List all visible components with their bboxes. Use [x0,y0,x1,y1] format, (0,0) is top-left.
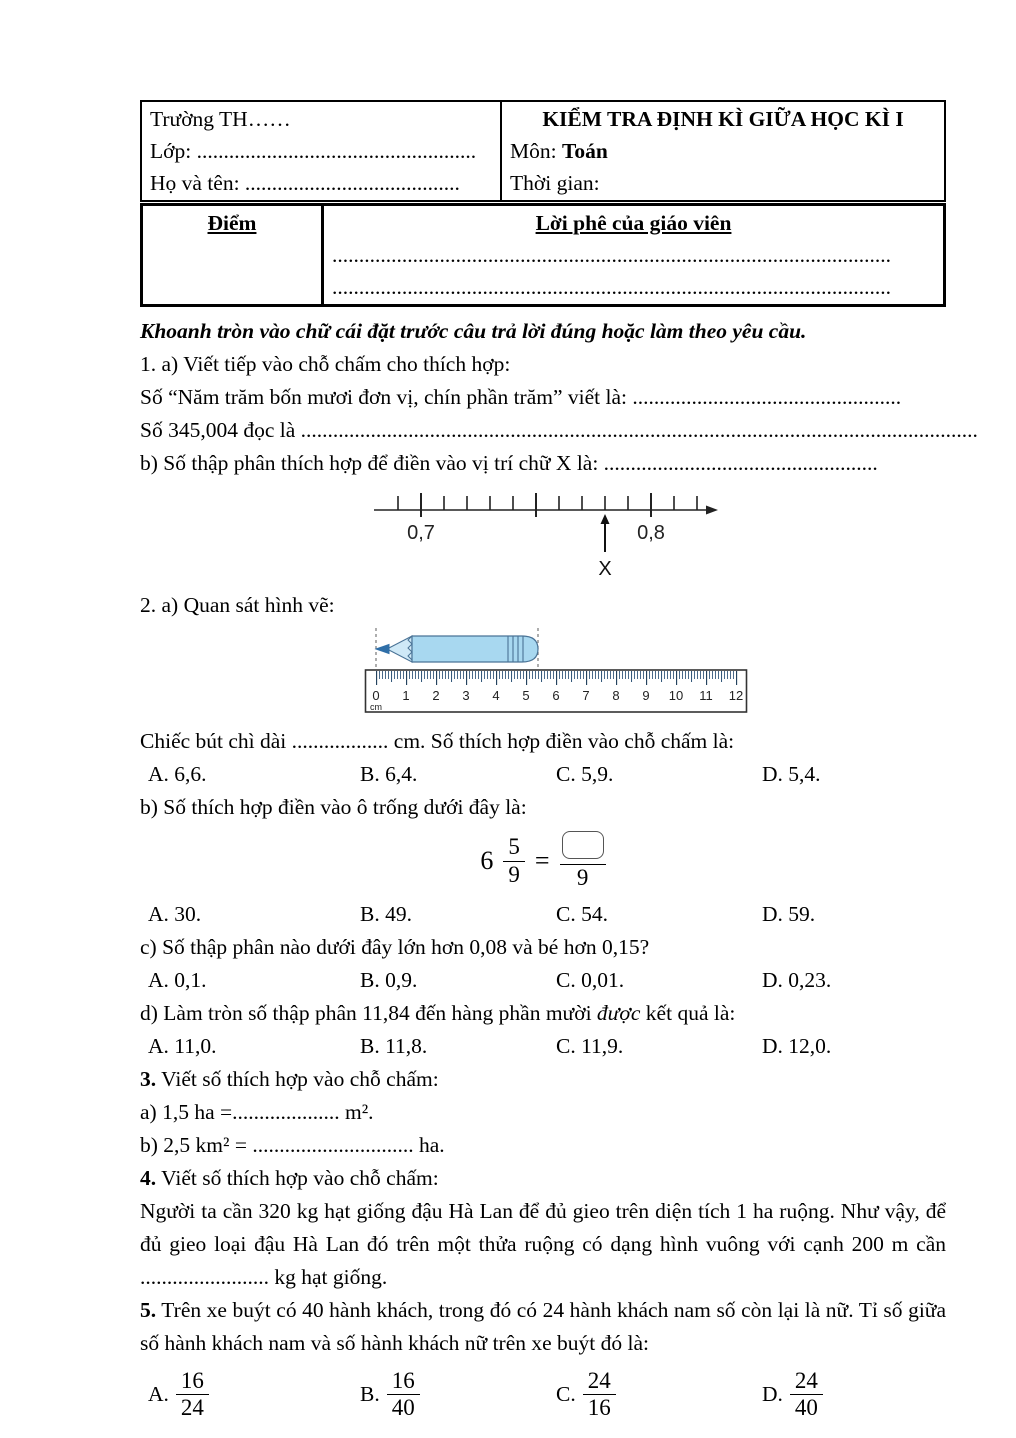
q2d-options [140,1030,946,1063]
option: D. 5,4. [762,762,821,786]
subject-line [510,135,936,167]
exam-info-cell [501,101,945,201]
result-fraction [560,831,606,891]
option: A. 11,0. [148,1034,217,1058]
fraction-numerator: 24 [790,1368,823,1395]
option: C. 11,9. [556,1034,624,1058]
equals-sign: = [534,846,550,875]
option: A. 6,6. [148,762,207,786]
numberline-arrowhead [706,506,718,515]
ruler-unit-label: cm [370,702,382,712]
q4-intro [140,1162,946,1195]
exam-instruction: Khoanh tròn vào chữ cái đặt trước câu trả lời đúng hoặc làm theo yêu cầu. [140,319,807,343]
q5-options [140,1368,946,1422]
fraction-numerator: 16 [387,1368,420,1395]
q4-body: Người ta cần 320 kg hạt giống đậu Hà Lan để đủ gieo trên diện tích 1 ha ruộng. Như vậy, để đủ gieo loại đậu Hà Lan đó trên một thửa ruộng có dạng hình vuông với cạnh 200 m cần ........................ kg hạt giống. [140,1199,946,1289]
name-line: Họ và tên: ........................................ [150,171,460,195]
option-letter: B. [360,1382,380,1407]
fraction [387,1368,420,1422]
numberline-end-label: 0,8 [637,522,665,544]
ruler-number: 8 [612,688,620,703]
option-fraction [556,1368,762,1422]
q3-intro-text: Viết số thích hợp vào chỗ chấm: [156,1067,439,1091]
score-label: Điểm [207,211,257,235]
q2-intro: 2. a) Quan sát hình vẽ: [140,593,335,617]
pencil-ruler-figure [362,624,946,721]
fraction-denominator: 40 [391,1395,415,1421]
option: C. 54. [556,902,608,926]
numberline-illustration [366,486,766,582]
option: B. 49. [360,902,412,926]
fraction-numerator: 24 [583,1368,616,1395]
ruler-number: 10 [668,688,684,703]
option: A. 0,1. [148,968,207,992]
ruler-number: 11 [699,688,713,703]
fraction-denominator: 24 [180,1395,204,1421]
ruler-number: 9 [642,688,650,703]
q1-intro: 1. a) Viết tiếp vào chỗ chấm cho thích hợp: [140,352,511,376]
comment-dotted-line: ........................................................................................................ [332,243,891,267]
numberline-minor-ticks [398,496,697,510]
score-table [140,203,946,307]
q2d-question [140,997,946,1030]
q1-line2: Số 345,004 đọc là .............................................................................................................................. [140,418,978,442]
result-denominator: 9 [576,864,589,890]
student-info-cell [141,101,501,201]
q3-intro [140,1063,946,1096]
q2d-italic: được [596,1001,641,1025]
comment-cell [323,205,945,306]
fraction-numerator: 5 [503,834,525,861]
option: B. 0,9. [360,968,418,992]
option: C. 5,9. [556,762,614,786]
mixed-fraction [503,834,525,888]
fraction-denominator: 9 [508,861,520,887]
ruler-number: 7 [582,688,590,703]
score-cell [142,205,323,306]
q2b-options [140,898,946,931]
q3a-line: a) 1,5 ha =.................... m². [140,1100,374,1124]
q5-number: 5. [140,1298,157,1322]
q4-intro-text: Viết số thích hợp vào chỗ chấm: [156,1166,439,1190]
q1-line1: Số “Năm trăm bốn mươi đơn vị, chín phần trăm” viết là: .................................................. [140,385,902,409]
q2a-options [140,758,946,791]
q2b-intro: b) Số thích hợp điền vào ô trống dưới đây là: [140,795,527,819]
ruler-number: 6 [552,688,560,703]
option-fraction [360,1368,556,1422]
q4-number: 4. [140,1166,157,1190]
exam-title: KIỂM TRA ĐỊNH KÌ GIỮA HỌC KÌ I [542,107,904,131]
q2c-question: c) Số thập phân nào dưới đây lớn hơn 0,08 và bé hơn 0,15? [140,935,650,959]
ruler-cm-ticks [376,671,738,685]
blank-box-wrap [560,831,606,865]
fraction [790,1368,823,1422]
class-line: Lớp: .................................................... [150,139,477,163]
fraction-numerator: 16 [176,1368,209,1395]
comment-label: Lời phê của giáo viên [535,211,732,235]
numberline-major-ticks [421,493,651,517]
option-letter: D. [762,1382,783,1407]
q2c-options [140,964,946,997]
ruler-number: 4 [492,688,500,703]
pointer-arrowhead [601,514,610,524]
option: B. 11,8. [360,1034,428,1058]
fraction-denominator: 40 [794,1395,818,1421]
pencil-ruler-illustration [362,624,762,716]
pencil-body [412,636,538,662]
q5-body-text: Trên xe buýt có 40 hành khách, trong đó có 24 hành khách nam số còn lại là nữ. Tỉ số giữa số hành khách nam và số hành khách nữ trên xe buýt đó là: [140,1298,946,1355]
fraction [583,1368,616,1422]
option: D. 59. [762,902,816,926]
fraction-denominator: 16 [587,1395,611,1421]
ruler-number: 12 [728,688,744,703]
header-table [140,100,946,202]
option-letter: A. [148,1382,169,1407]
comment-dotted-line: ........................................................................................................ [332,275,891,299]
q2d-post: kết quả là: [640,1001,736,1025]
school-line: Trường TH…… [150,107,291,131]
option-fraction [148,1368,360,1422]
option: B. 6,4. [360,762,418,786]
q2a-question: Chiếc bút chì dài .................. cm. Số thích hợp điền vào chỗ chấm là: [140,729,735,753]
empty-answer-box [562,831,604,859]
option: C. 0,01. [556,968,625,992]
numberline-figure [366,486,946,587]
q3b-line: b) 2,5 km² = .............................. ha. [140,1133,445,1157]
subject-label: Môn: [510,139,562,163]
subject-value: Toán [561,139,608,163]
fraction [176,1368,209,1422]
time-line: Thời gian: [510,171,600,195]
option-letter: C. [556,1382,576,1407]
option: D. 12,0. [762,1034,832,1058]
numberline-start-label: 0,7 [407,522,435,544]
pointer-label: X [598,558,612,580]
q2d-pre: d) Làm tròn số thập phân 11,84 đến hàng phần mười [140,1001,597,1025]
q1b-line: b) Số thập phân thích hợp để điền vào vị trí chữ X là: ................................................... [140,451,878,475]
option-fraction [762,1368,946,1422]
ruler-number: 1 [402,688,410,703]
ruler-number: 0 [372,688,380,703]
q5-body [140,1294,946,1360]
exam-content [140,100,978,1422]
ruler-number: 2 [432,688,440,703]
ruler-number: 5 [522,688,530,703]
pencil-tip [376,645,389,654]
option: A. 30. [148,902,202,926]
equation-whole: 6 [480,846,494,875]
q3-number: 3. [140,1067,157,1091]
option: D. 0,23. [762,968,832,992]
q2b-equation [140,824,946,898]
ruler-number: 3 [462,688,470,703]
